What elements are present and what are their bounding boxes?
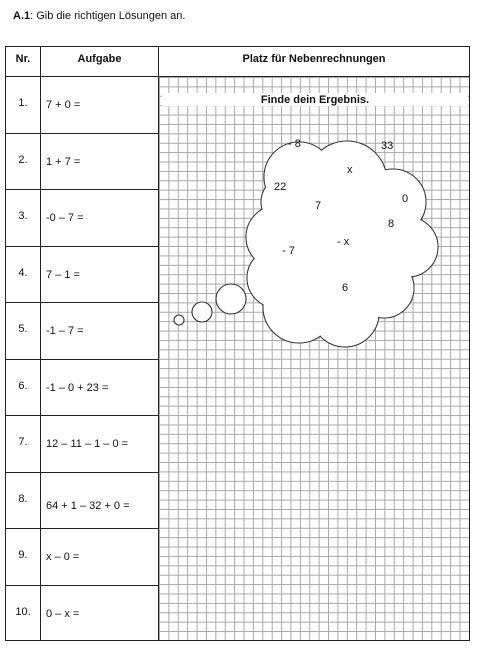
table-row xyxy=(6,416,158,473)
task-expression: 1 + 7 = xyxy=(46,155,81,168)
row-number: 3. xyxy=(18,210,28,222)
result-minus-8: - 8 xyxy=(288,138,301,150)
header-workspace: Platz für Nebenrechnungen xyxy=(159,47,469,77)
table-row xyxy=(6,77,158,134)
row-number: 2. xyxy=(18,153,28,166)
table-row xyxy=(6,247,158,304)
result-22: 22 xyxy=(274,181,287,193)
task-expression: -1 – 7 = xyxy=(46,325,84,337)
task-expression: -1 – 0 + 23 = xyxy=(46,381,109,394)
row-number: 4. xyxy=(18,266,28,279)
task-expression: 7 + 0 = xyxy=(46,99,81,111)
table-row xyxy=(6,473,158,530)
cloud-shape xyxy=(174,141,438,347)
table-row xyxy=(6,303,158,360)
table-row xyxy=(6,190,158,247)
table-row xyxy=(6,529,158,586)
divider-task xyxy=(158,47,159,640)
task-expression: 0 – x = xyxy=(46,607,80,620)
row-number: 5. xyxy=(18,323,28,335)
result-0: 0 xyxy=(402,193,409,205)
header-nr: Nr. xyxy=(6,47,40,77)
exercise-label: A.1 xyxy=(13,10,31,22)
result-6: 6 xyxy=(342,282,349,294)
result-minus-7: - 7 xyxy=(282,245,295,257)
worksheet-table xyxy=(5,46,470,641)
result-x: x xyxy=(347,164,353,176)
table-row xyxy=(6,134,158,191)
row-number: 1. xyxy=(18,97,28,109)
result-33: 33 xyxy=(381,140,394,152)
task-expression: 64 + 1 – 32 + 0 = xyxy=(46,499,130,512)
thought-bubble-large xyxy=(216,284,246,314)
row-number: 7. xyxy=(18,436,28,448)
table-row xyxy=(6,586,158,643)
result-8: 8 xyxy=(388,218,395,230)
result-7: 7 xyxy=(315,200,322,212)
task-expression: 12 – 11 – 1 – 0 = xyxy=(46,438,129,450)
result-minus-x: - x xyxy=(337,236,350,248)
task-expression: 7 – 1 = xyxy=(46,268,80,281)
header-task: Aufgabe xyxy=(41,47,158,77)
cloud-title: Finde dein Ergebnis. xyxy=(260,94,370,106)
exercise-instruction: : Gib die richtigen Lösungen an. xyxy=(30,10,186,22)
thought-bubble-small xyxy=(174,315,184,325)
exercise-heading xyxy=(13,10,185,22)
table-row xyxy=(6,360,158,417)
row-number: 6. xyxy=(18,379,28,392)
row-number: 8. xyxy=(18,492,28,505)
task-expression: -0 – 7 = xyxy=(46,212,84,224)
thought-cloud xyxy=(159,77,469,640)
row-number: 10. xyxy=(15,605,31,618)
row-number: 9. xyxy=(18,549,28,561)
task-expression: x – 0 = xyxy=(46,551,80,563)
thought-bubble-medium xyxy=(192,302,212,322)
calculation-grid[interactable] xyxy=(159,77,469,640)
